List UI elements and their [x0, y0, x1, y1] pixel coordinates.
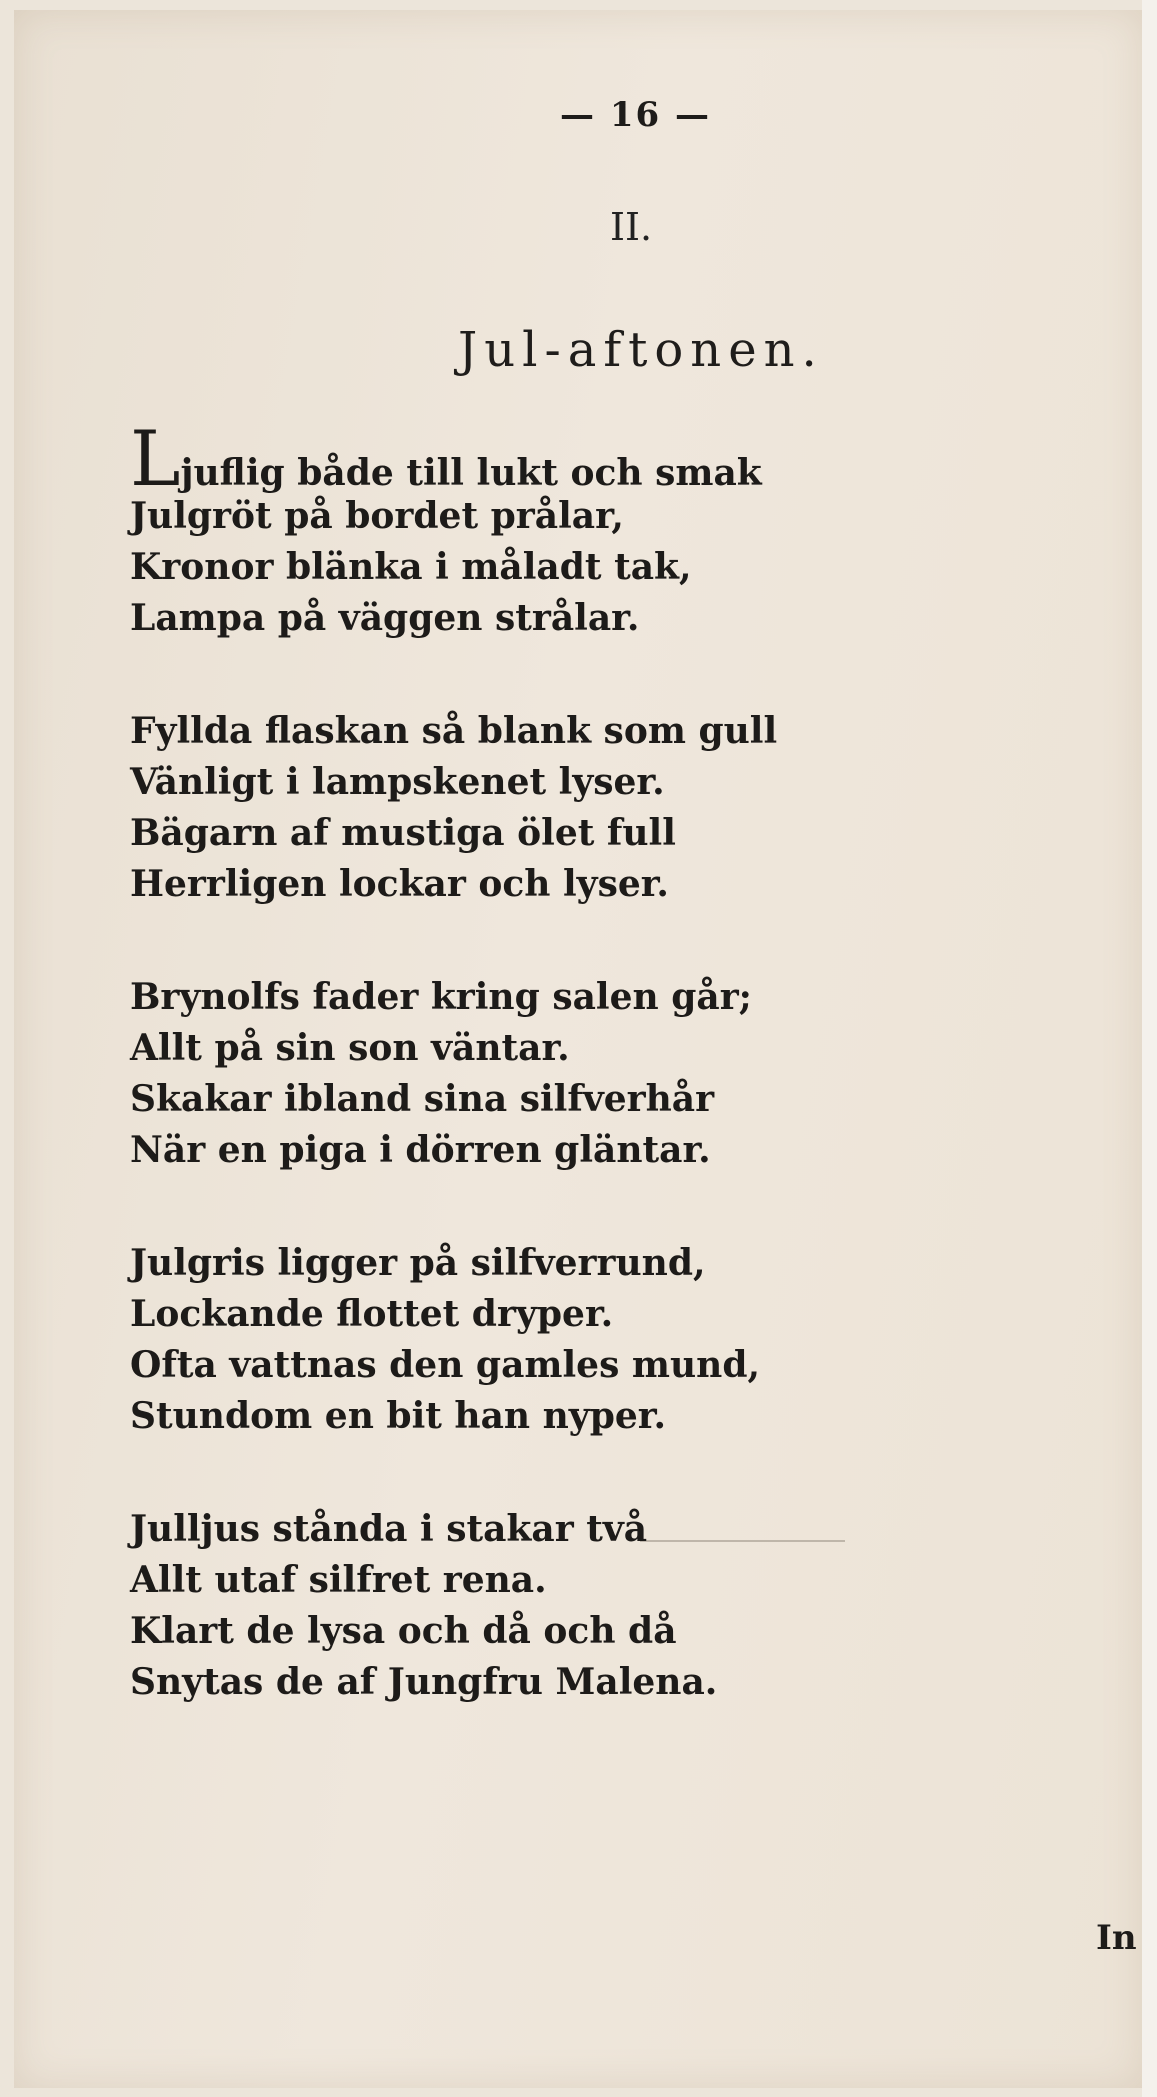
stanza	[130, 706, 778, 910]
poem-line: När en piga i dörren gläntar.	[130, 1129, 711, 1171]
poem-line: Julljus stånda i stakar två	[130, 1508, 648, 1550]
poem-line: Kronor blänka i måladt tak,	[130, 546, 692, 588]
catchword: In	[1096, 1918, 1137, 1958]
poem-body	[130, 414, 778, 1770]
poem-line: Herrligen lockar och lyser.	[130, 863, 669, 905]
drop-cap: L	[130, 414, 181, 503]
poem-line: Ofta vattnas den gamles mund,	[130, 1344, 761, 1386]
page-number: — 16 —	[560, 95, 711, 135]
stanza	[130, 1504, 750, 1708]
poem-line: Skakar ibland sina silfverhår	[130, 1078, 715, 1120]
poem-line: Stundom en bit han nyper.	[130, 1395, 666, 1437]
poem-line: Allt på sin son väntar.	[130, 1027, 570, 1069]
stanza	[130, 972, 750, 1176]
poem-title: Jul-aftonen.	[458, 322, 824, 378]
stanza	[130, 414, 762, 644]
poem-line: Lampa på väggen strålar.	[130, 597, 640, 639]
poem-line: Klart de lysa och då och då	[130, 1610, 677, 1652]
poem-line: Snytas de af Jungfru Malena.	[130, 1661, 718, 1703]
poem-line: Brynolfs fader kring salen går;	[130, 976, 752, 1018]
poem-line: Julgröt på bordet prålar,	[130, 495, 624, 537]
poem-line: Lockande flottet dryper.	[130, 1293, 614, 1335]
poem-line: Fyllda flaskan så blank som gull	[130, 710, 778, 752]
stanza	[130, 1238, 761, 1442]
page-edge	[1142, 0, 1157, 2097]
poem-line: Ljuflig både till lukt och smak	[130, 414, 762, 503]
poem-line: Bägarn af mustiga ölet full	[130, 812, 676, 854]
section-numeral: II.	[610, 205, 653, 249]
poem-line: Vänligt i lampskenet lyser.	[130, 761, 665, 803]
poem-line: Julgris ligger på silfverrund,	[130, 1242, 706, 1284]
poem-line: Allt utaf silfret rena.	[130, 1559, 547, 1601]
